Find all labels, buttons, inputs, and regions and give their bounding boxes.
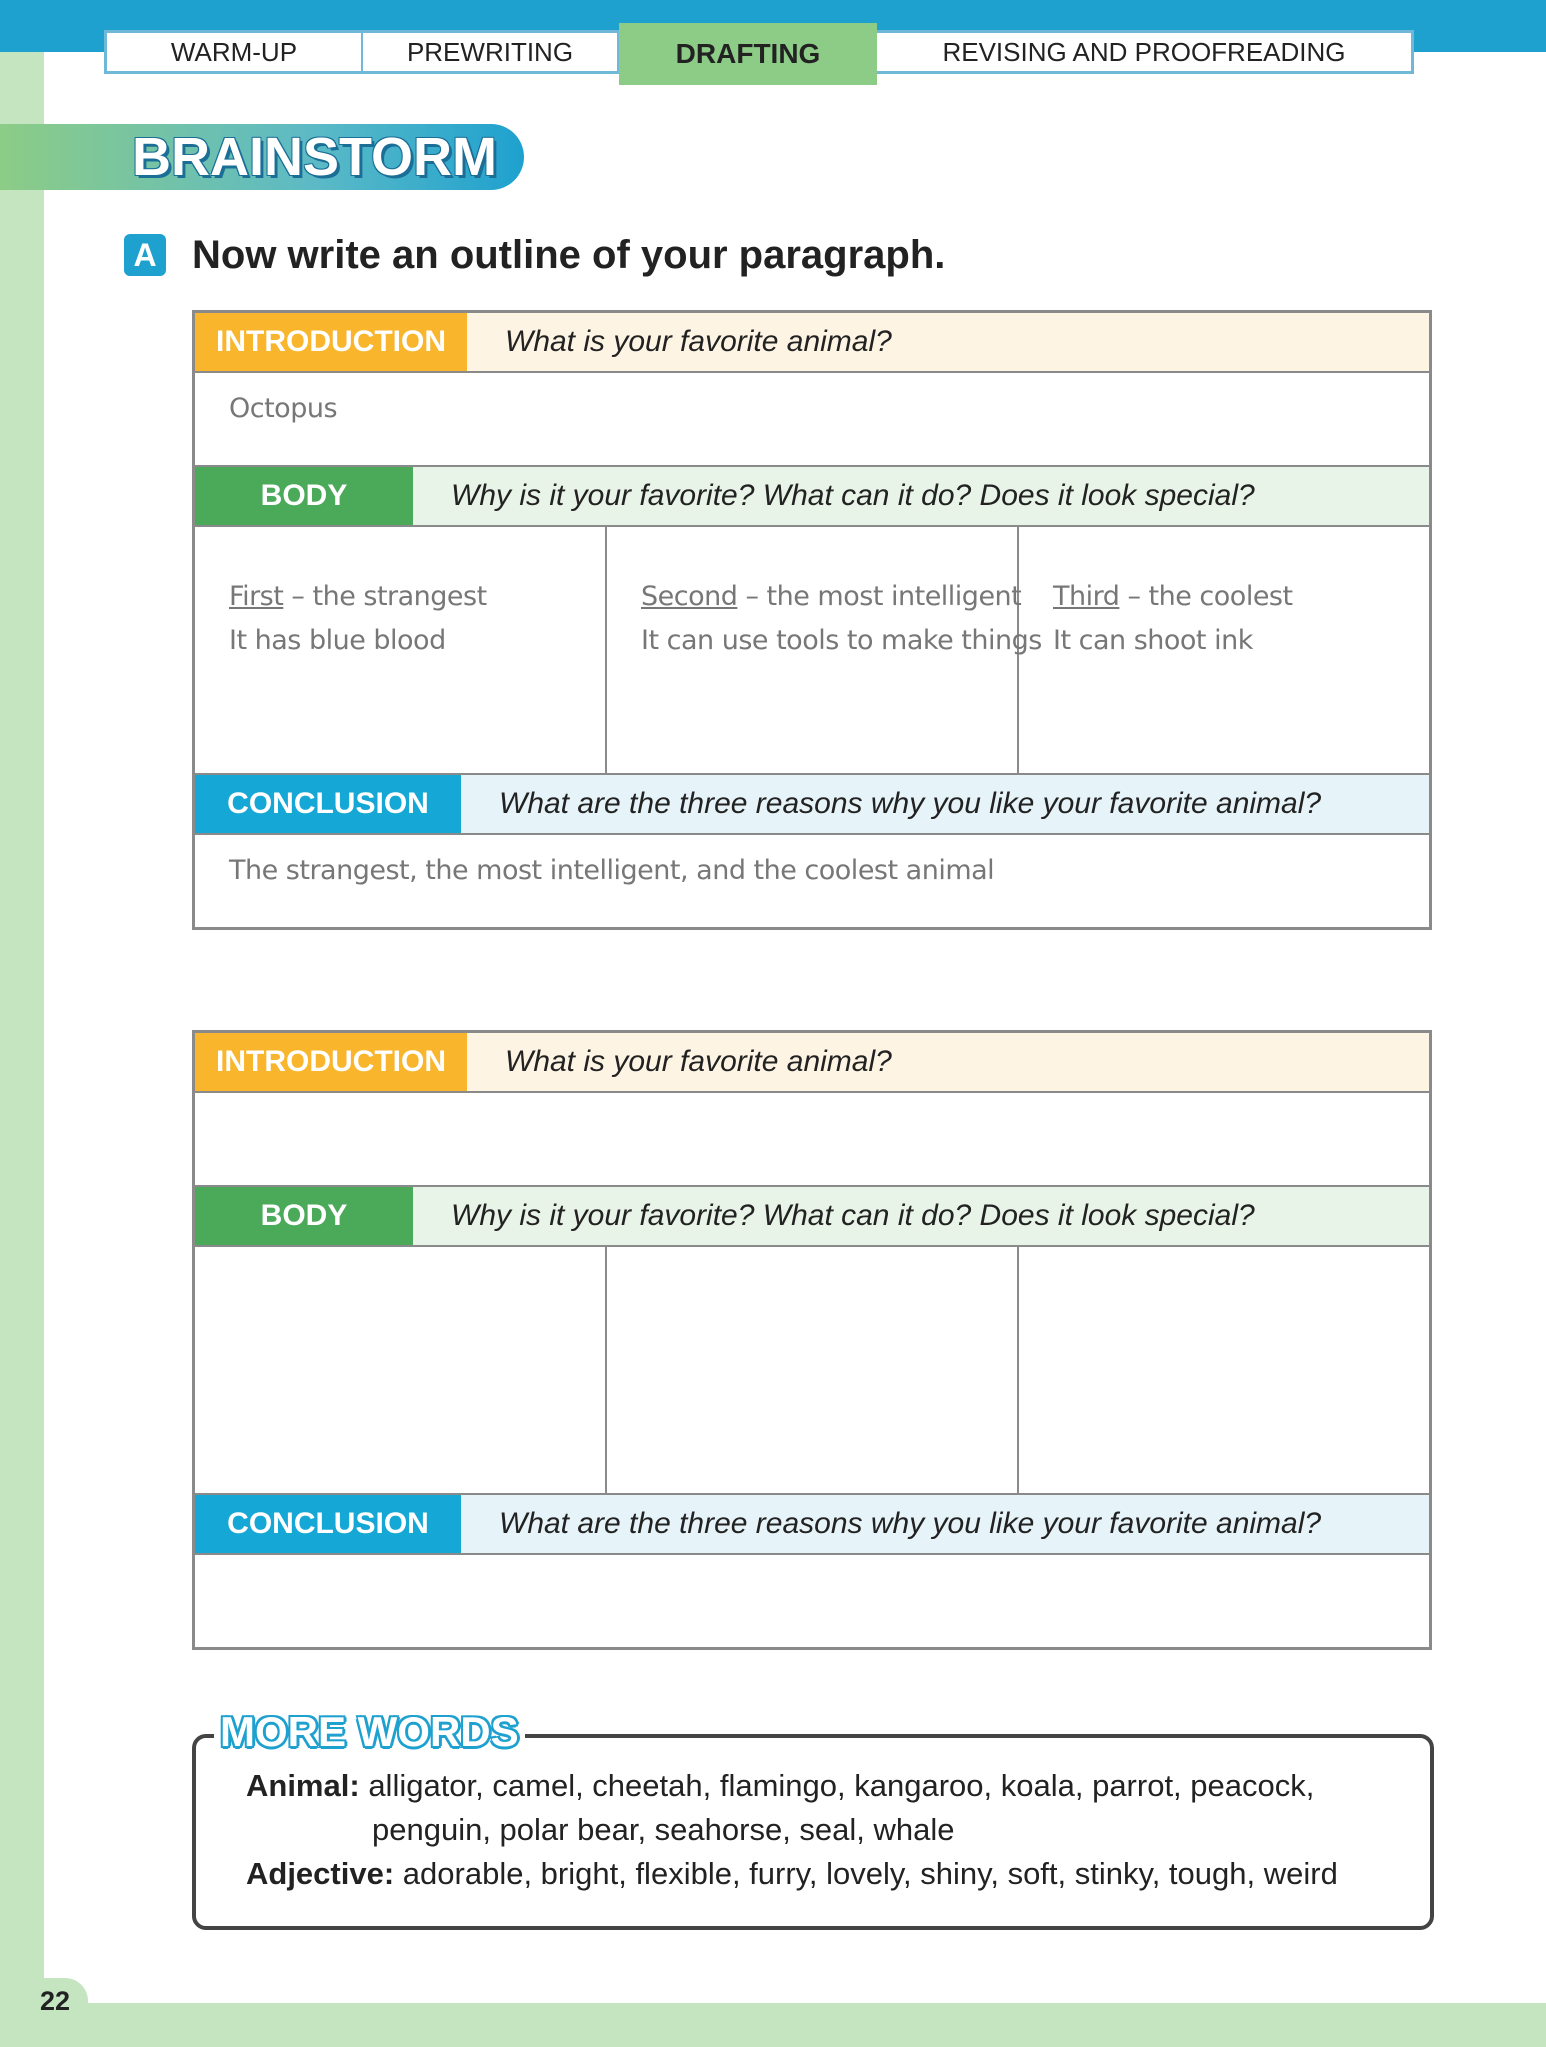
instruction-text: Now write an outline of your paragraph. — [192, 233, 946, 277]
conclusion-label: CONCLUSION — [195, 1495, 461, 1553]
body-cell-keyword: First — [229, 581, 284, 612]
body-cell-line2: It has blue blood — [229, 625, 446, 656]
body-cell-line1: – the strangest — [283, 581, 487, 612]
more-words-title: MORE WORDS — [214, 1706, 525, 1758]
body-cell-line1: – the most intelligent — [737, 581, 1022, 612]
body-cell-third-blank[interactable] — [1019, 1247, 1429, 1493]
intro-header — [195, 313, 1429, 373]
adjective-words: adorable, bright, flexible, furry, lovely, shiny, soft, stinky, tough, weird — [402, 1856, 1338, 1891]
page-number: 22 — [22, 1978, 88, 2024]
animal-words: alligator, camel, cheetah, flamingo, kangaroo, koala, parrot, peacock, — [368, 1768, 1315, 1803]
adjective-words-line — [246, 1852, 1338, 1896]
conclusion-header — [195, 775, 1429, 835]
section-title: BRAINSTORM — [132, 127, 498, 187]
conclusion-prompt: What are the three reasons why you like your favorite animal? — [461, 775, 1429, 833]
conclusion-header — [195, 1495, 1429, 1555]
body-cells — [195, 527, 1429, 775]
body-cell-line1: – the coolest — [1119, 581, 1293, 612]
animal-label: Animal: — [246, 1768, 360, 1803]
body-cell-second — [607, 527, 1042, 773]
animal-words-line1 — [246, 1764, 1314, 1808]
outline-blank — [192, 1030, 1432, 1650]
bottom-band — [44, 2003, 1546, 2047]
body-cell-first-blank[interactable] — [195, 1247, 607, 1493]
body-cell-line2: It can shoot ink — [1053, 625, 1253, 656]
conclusion-prompt: What are the three reasons why you like your favorite animal? — [461, 1495, 1429, 1553]
intro-answer — [195, 373, 1429, 467]
body-cell-first — [195, 527, 607, 773]
body-cell-keyword: Second — [641, 581, 738, 612]
intro-header — [195, 1033, 1429, 1093]
body-cell-second-blank[interactable] — [607, 1247, 1019, 1493]
body-cell-keyword: Third — [1053, 581, 1120, 612]
tab-drafting[interactable]: DRAFTING — [619, 23, 877, 85]
conclusion-answer-text: The strangest, the most intelligent, and the coolest animal — [229, 855, 995, 886]
tab-warm-up[interactable]: WARM-UP — [107, 33, 363, 71]
tab-revising-proofreading[interactable]: REVISING AND PROOFREADING — [942, 36, 1346, 67]
body-header — [195, 467, 1429, 527]
body-cell-line2: It can use tools to make things — [641, 625, 1042, 656]
intro-label: INTRODUCTION — [195, 1033, 467, 1091]
tab-prewriting[interactable]: PREWRITING — [363, 33, 619, 71]
body-prompt: Why is it your favorite? What can it do? Does it look special? — [413, 1187, 1429, 1245]
step-tabs — [104, 30, 1414, 74]
body-cell-third — [1019, 527, 1429, 773]
body-cells — [195, 1247, 1429, 1495]
adjective-label: Adjective: — [246, 1856, 395, 1891]
body-prompt: Why is it your favorite? What can it do? Does it look special? — [413, 467, 1429, 525]
intro-answer-text: Octopus — [229, 393, 338, 424]
body-label: BODY — [195, 467, 413, 525]
intro-label: INTRODUCTION — [195, 313, 467, 371]
intro-prompt: What is your favorite animal? — [467, 1033, 1429, 1091]
outline-example — [192, 310, 1432, 930]
conclusion-answer-blank[interactable] — [195, 1555, 1429, 1647]
animal-words-line2: penguin, polar bear, seahorse, seal, whale — [372, 1812, 955, 1847]
body-header — [195, 1187, 1429, 1247]
conclusion-answer — [195, 835, 1429, 927]
intro-prompt: What is your favorite animal? — [467, 313, 1429, 371]
left-margin-band — [0, 52, 44, 2047]
intro-answer-blank[interactable] — [195, 1093, 1429, 1187]
body-label: BODY — [195, 1187, 413, 1245]
activity-badge: A — [124, 234, 166, 276]
conclusion-label: CONCLUSION — [195, 775, 461, 833]
